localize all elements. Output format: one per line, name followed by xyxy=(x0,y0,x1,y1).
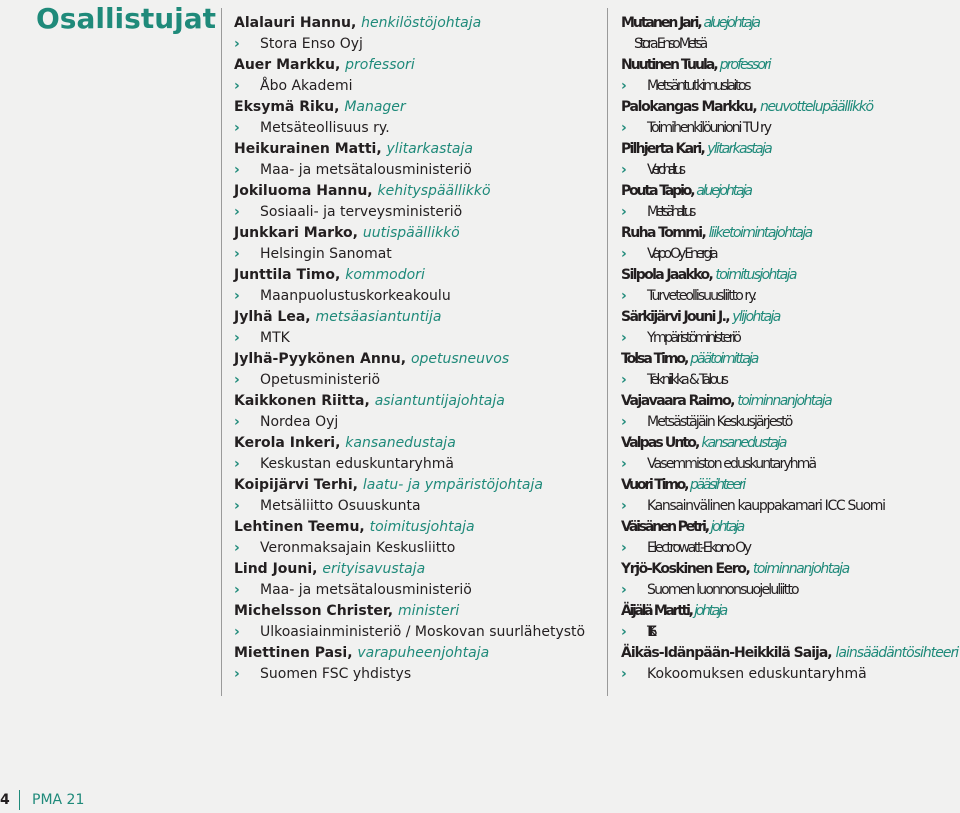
participant-org-line xyxy=(234,370,585,391)
participant-role: toiminnanjohtaja xyxy=(737,393,832,409)
chevron-right-icon: › xyxy=(621,246,624,262)
participant-org-line xyxy=(621,202,958,223)
name-role-separator: , xyxy=(694,435,702,451)
participant-role: aluejohtaja xyxy=(696,183,751,199)
name-role-separator: , xyxy=(730,393,738,409)
participant-role: metsäasiantuntija xyxy=(315,309,442,325)
participant-role: aluejohtaja xyxy=(703,15,759,31)
name-role-separator: , xyxy=(745,561,753,577)
participant-org-line xyxy=(621,34,958,55)
participant-name-line xyxy=(621,307,958,328)
name-role-separator: , xyxy=(690,183,697,199)
participant-organization: Electrowatt-Ekono Oy xyxy=(647,540,750,556)
participant-list-left xyxy=(234,13,585,685)
participant-organization: Vasemmiston eduskuntaryhmä xyxy=(647,456,816,472)
participant-role: pääsihteeri xyxy=(689,477,745,493)
participant-role: opetusneuvos xyxy=(410,351,510,367)
participant-name: Lind Jouni xyxy=(234,561,313,577)
participant-entry xyxy=(621,307,958,349)
participant-org-line xyxy=(621,286,958,307)
participant-organization: Vapo Oy Energia xyxy=(647,246,716,262)
participant-organization: Kokoomuksen eduskuntaryhmä xyxy=(647,666,867,682)
participant-name: Ruha Tommi xyxy=(621,225,702,241)
participant-name: Eksymä Riku xyxy=(234,99,335,115)
chevron-right-icon: › xyxy=(621,372,625,388)
participant-role: professori xyxy=(719,57,770,73)
participant-name: Valpas Unto xyxy=(621,435,695,451)
participant-organization: Veronmaksajain Keskusliitto xyxy=(260,540,456,556)
participant-name: Pilhjerta Kari xyxy=(621,141,701,157)
name-role-separator: , xyxy=(312,561,323,577)
participant-entry xyxy=(621,349,958,391)
participant-role: päätoimittaja xyxy=(690,351,758,367)
chevron-right-icon: › xyxy=(234,78,240,94)
name-role-separator: , xyxy=(684,477,690,493)
participant-entry xyxy=(621,601,958,643)
name-role-separator: , xyxy=(352,477,363,493)
participant-name: Silpola Jaakko xyxy=(621,267,709,283)
participant-role: neuvottelupäällikkö xyxy=(759,99,873,115)
name-role-separator: , xyxy=(713,57,720,73)
name-role-separator: , xyxy=(347,645,358,661)
name-role-separator: , xyxy=(376,141,387,157)
participant-name: Kerola Inkeri xyxy=(234,435,336,451)
chevron-right-icon: › xyxy=(621,78,625,94)
participant-name-line xyxy=(621,13,958,34)
participant-name-line xyxy=(621,433,958,454)
name-role-separator: , xyxy=(400,351,411,367)
participant-name: Miettinen Pasi xyxy=(234,645,348,661)
participant-name: Palokangas Markku xyxy=(621,99,753,115)
participant-name: Mutanen Jari xyxy=(621,15,698,31)
participant-name: Väisänen Petri xyxy=(621,519,705,535)
participant-name: Kaikkonen Riitta xyxy=(234,393,365,409)
participant-name-line xyxy=(621,517,958,538)
participant-org-line xyxy=(621,538,958,559)
participant-role: johtaja xyxy=(710,519,744,535)
participant-org-line xyxy=(234,244,585,265)
participant-name-line xyxy=(234,139,585,160)
participant-entry xyxy=(234,139,585,181)
participant-role: kansanedustaja xyxy=(345,435,456,451)
participant-name-line xyxy=(234,307,585,328)
participant-name: Jokiluoma Hannu xyxy=(234,183,368,199)
participant-entry xyxy=(234,349,585,391)
page-title: Osallistujat xyxy=(36,2,217,35)
participant-org-line xyxy=(234,160,585,181)
chevron-right-icon: › xyxy=(234,540,240,556)
name-role-separator: , xyxy=(334,99,345,115)
chevron-right-icon: › xyxy=(234,582,240,598)
name-role-separator: , xyxy=(367,183,378,199)
chevron-right-icon: › xyxy=(234,204,240,220)
name-role-separator: , xyxy=(350,15,362,31)
participant-org-line xyxy=(234,328,585,349)
participant-org-line xyxy=(621,370,958,391)
chevron-right-icon: › xyxy=(234,162,240,178)
participant-organization: Verohallitus xyxy=(647,162,683,178)
participant-organization: Ulkoasiainministeriö / Moskovan suurlähetystö xyxy=(260,624,586,640)
participant-entry xyxy=(234,223,585,265)
name-role-separator: , xyxy=(387,603,398,619)
participant-role: uutispäällikkö xyxy=(362,225,460,241)
participant-name-line xyxy=(234,391,585,412)
participant-entry xyxy=(234,559,585,601)
name-role-separator: , xyxy=(752,99,760,115)
participant-name-line xyxy=(234,601,585,622)
chevron-right-icon: › xyxy=(234,456,240,472)
name-role-separator: , xyxy=(688,603,695,619)
participant-entry xyxy=(234,643,585,685)
participant-name: Särkijärvi Jouni J. xyxy=(621,309,726,325)
participant-organization: Maa- ja metsätalousministeriö xyxy=(260,162,472,178)
name-role-separator: , xyxy=(697,15,704,31)
chevron-right-icon: › xyxy=(234,498,240,514)
participant-organization: TEKES xyxy=(647,624,650,640)
participant-org-line xyxy=(621,580,958,601)
participant-organization: Stora Enso Metsä xyxy=(634,36,706,52)
column-divider-right xyxy=(607,8,608,696)
participant-org-line xyxy=(234,286,585,307)
participant-name-line xyxy=(621,139,958,160)
participant-org-line xyxy=(621,244,958,265)
participant-name-line xyxy=(621,349,958,370)
participant-name: Jylhä Lea xyxy=(234,309,306,325)
participant-name: Junkkari Marko xyxy=(234,225,353,241)
chevron-right-icon: › xyxy=(621,414,625,430)
participant-org-line xyxy=(621,76,958,97)
chevron-right-icon: › xyxy=(234,36,240,52)
chevron-right-icon: › xyxy=(621,204,624,220)
participant-organization: Suomen luonnonsuojeluliitto xyxy=(647,582,798,598)
participant-name-line xyxy=(621,559,958,580)
participant-role: henkilöstöjohtaja xyxy=(361,15,482,31)
footer-separator xyxy=(19,790,20,810)
participant-role: kansanedustaja xyxy=(701,435,786,451)
participant-role: ylitarkastaja xyxy=(707,141,771,157)
participant-entry xyxy=(621,97,958,139)
participant-organization: Toimihenkilöunioni TU ry xyxy=(647,120,770,136)
participant-role: asiantuntijajohtaja xyxy=(374,393,505,409)
chevron-right-icon: › xyxy=(234,120,240,136)
chevron-right-icon: › xyxy=(621,582,625,598)
name-role-separator: , xyxy=(684,351,691,367)
participant-name-line xyxy=(234,55,585,76)
chevron-right-icon: › xyxy=(234,414,240,430)
chevron-right-icon: › xyxy=(234,246,240,262)
participant-entry xyxy=(621,223,958,265)
participant-entry xyxy=(234,181,585,223)
participant-org-line xyxy=(234,412,585,433)
participant-role: toiminnanjohtaja xyxy=(752,561,849,577)
participant-entry xyxy=(621,181,958,223)
participant-entry xyxy=(234,601,585,643)
chevron-right-icon: › xyxy=(621,120,625,136)
participant-entry xyxy=(621,55,958,97)
participant-role: ylitarkastaja xyxy=(386,141,473,157)
name-role-separator: , xyxy=(334,57,346,73)
participant-entry xyxy=(234,391,585,433)
participant-list-right xyxy=(621,13,958,685)
chevron-right-icon: › xyxy=(621,498,626,514)
participant-name-line xyxy=(234,223,585,244)
participant-entry xyxy=(234,265,585,307)
name-role-separator: , xyxy=(305,309,316,325)
participant-org-line xyxy=(621,496,958,517)
participant-role: kehityspäällikkö xyxy=(377,183,491,199)
participant-name-line xyxy=(234,517,585,538)
participant-role: laatu- ja ympäristöjohtaja xyxy=(362,477,543,493)
participant-name: Junttila Timo xyxy=(234,267,336,283)
participant-name: Tolsa Timo xyxy=(621,351,685,367)
publication-name: PMA 21 xyxy=(32,792,85,808)
participant-entry xyxy=(621,139,958,181)
page-number: 4 xyxy=(0,792,10,808)
participant-name: Heikurainen Matti xyxy=(234,141,377,157)
participant-name-line xyxy=(234,265,585,286)
name-role-separator: , xyxy=(335,435,346,451)
participant-org-line xyxy=(234,34,585,55)
participant-organization: Metsäliitto Osuuskunta xyxy=(260,498,421,514)
chevron-right-icon: › xyxy=(234,372,240,388)
participant-organization: Turveteollisuusliitto ry. xyxy=(647,288,756,304)
participant-role: johtaja xyxy=(694,603,726,619)
participant-org-line xyxy=(234,496,585,517)
participant-name-line xyxy=(234,97,585,118)
participant-entry xyxy=(621,433,958,475)
participant-name: Nuutinen Tuula xyxy=(621,57,714,73)
participant-name-line xyxy=(621,643,958,664)
name-role-separator: , xyxy=(704,519,711,535)
participant-role: ylijohtaja xyxy=(732,309,780,325)
participant-org-line xyxy=(234,580,585,601)
participant-role: varapuheenjohtaja xyxy=(357,645,490,661)
participant-organization: Maanpuolustuskorkeakoulu xyxy=(260,288,451,304)
participant-entry xyxy=(234,97,585,139)
name-role-separator: , xyxy=(725,309,733,325)
chevron-right-icon: › xyxy=(234,666,240,682)
name-role-separator: , xyxy=(827,645,836,661)
participant-name-line xyxy=(234,181,585,202)
participant-organization: Keskustan eduskuntaryhmä xyxy=(260,456,454,472)
name-role-separator: , xyxy=(701,225,709,241)
chevron-right-icon: › xyxy=(234,330,240,346)
participant-name-line xyxy=(621,475,958,496)
name-role-separator: , xyxy=(335,267,346,283)
participant-organization: MTK xyxy=(260,330,290,346)
participant-organization: Nordea Oyj xyxy=(260,414,339,430)
participant-organization: Åbo Akademi xyxy=(260,78,353,94)
participant-name: Äijälä Martti xyxy=(621,603,689,619)
participant-organization: Metsäntutkimuslaitos xyxy=(647,78,750,94)
participant-role: toimitusjohtaja xyxy=(369,519,475,535)
participant-name: Koipijärvi Terhi xyxy=(234,477,353,493)
participant-org-line xyxy=(621,664,958,685)
participant-name-line xyxy=(234,559,585,580)
participant-org-line xyxy=(621,622,958,643)
participant-name: Vuori Timo xyxy=(621,477,685,493)
participant-organization: Stora Enso Oyj xyxy=(260,36,363,52)
participant-org-line xyxy=(621,160,958,181)
participant-org-line xyxy=(234,622,585,643)
participant-name: Lehtinen Teemu xyxy=(234,519,360,535)
participant-name: Vajavaara Raimo xyxy=(621,393,731,409)
participant-name-line xyxy=(234,433,585,454)
participant-name-line xyxy=(234,475,585,496)
participant-name: Auer Markku xyxy=(234,57,335,73)
column-divider-left xyxy=(221,8,222,696)
name-role-separator: , xyxy=(708,267,716,283)
participant-organization: Metsähallitus xyxy=(647,204,693,220)
participant-entry xyxy=(234,55,585,97)
chevron-right-icon: › xyxy=(621,162,623,178)
participant-name-line xyxy=(621,391,958,412)
participant-org-line xyxy=(234,538,585,559)
participant-org-line xyxy=(621,118,958,139)
participant-name: Alalauri Hannu xyxy=(234,15,351,31)
participant-role: liiketoimintajohtaja xyxy=(708,225,812,241)
chevron-right-icon: › xyxy=(234,624,240,640)
participant-organization: Helsingin Sanomat xyxy=(260,246,392,262)
participant-name-line xyxy=(621,181,958,202)
participant-org-line xyxy=(234,118,585,139)
chevron-right-icon: › xyxy=(621,666,627,682)
participant-entry xyxy=(234,475,585,517)
name-role-separator: , xyxy=(700,141,708,157)
participant-org-line xyxy=(234,454,585,475)
participant-role: kommodori xyxy=(345,267,425,283)
participant-entry xyxy=(621,559,958,601)
participant-org-line xyxy=(621,412,958,433)
participant-org-line xyxy=(621,328,958,349)
participant-organization: Opetusministeriö xyxy=(260,372,381,388)
participant-entry xyxy=(234,517,585,559)
participant-org-line xyxy=(234,664,585,685)
participant-name: Äikäs-Idänpään-Heikkilä Saija xyxy=(621,645,828,661)
chevron-right-icon: › xyxy=(234,288,240,304)
participant-organization: Maa- ja metsätalousministeriö xyxy=(260,582,472,598)
participant-role: professori xyxy=(345,57,415,73)
participant-entry xyxy=(621,475,958,517)
participant-name-line xyxy=(234,13,585,34)
participant-entry xyxy=(621,391,958,433)
participant-name-line xyxy=(621,55,958,76)
chevron-right-icon: › xyxy=(621,456,625,472)
participant-role: lainsäädäntösihteeri xyxy=(835,645,959,661)
participant-name-line xyxy=(621,601,958,622)
name-role-separator: , xyxy=(352,225,363,241)
participant-name-line xyxy=(234,349,585,370)
participant-role: erityisavustaja xyxy=(322,561,426,577)
name-role-separator: , xyxy=(359,519,370,535)
participant-name: Jylhä-Pyykönen Annu xyxy=(234,351,401,367)
participant-org-line xyxy=(234,202,585,223)
participant-entry xyxy=(621,13,958,55)
participant-entry xyxy=(234,13,585,55)
chevron-right-icon: › xyxy=(621,288,625,304)
participant-entry xyxy=(621,517,958,559)
participant-name: Yrjö-Koskinen Eero xyxy=(621,561,746,577)
participant-name-line xyxy=(621,223,958,244)
participant-organization: Metsästäjäin Keskusjärjestö xyxy=(647,414,792,430)
participant-role: ministeri xyxy=(397,603,460,619)
participant-name-line xyxy=(621,97,958,118)
name-role-separator: , xyxy=(364,393,375,409)
participant-entry xyxy=(234,433,585,475)
participant-entry xyxy=(234,307,585,349)
chevron-right-icon: › xyxy=(621,330,625,346)
participant-entry xyxy=(621,265,958,307)
participant-role: toimitusjohtaja xyxy=(715,267,796,283)
participant-organization: Tekniikka & Talous xyxy=(647,372,727,388)
participant-organization: Sosiaali- ja terveysministeriö xyxy=(260,204,463,220)
participant-organization: Kansainvälinen kauppakamari ICC Suomi xyxy=(647,498,885,514)
participant-name-line xyxy=(621,265,958,286)
participant-entry xyxy=(621,643,958,685)
participant-role: Manager xyxy=(344,99,406,115)
participant-org-line xyxy=(234,76,585,97)
participant-organization: Suomen FSC yhdistys xyxy=(260,666,412,682)
chevron-right-icon: › xyxy=(621,540,625,556)
participant-name: Michelsson Christer xyxy=(234,603,388,619)
participant-organization: Ympäristöministeriö xyxy=(647,330,740,346)
participant-name: Pouta Tapio xyxy=(621,183,691,199)
participant-name-line xyxy=(234,643,585,664)
participant-organization: Metsäteollisuus ry. xyxy=(260,120,390,136)
participant-org-line xyxy=(621,454,958,475)
